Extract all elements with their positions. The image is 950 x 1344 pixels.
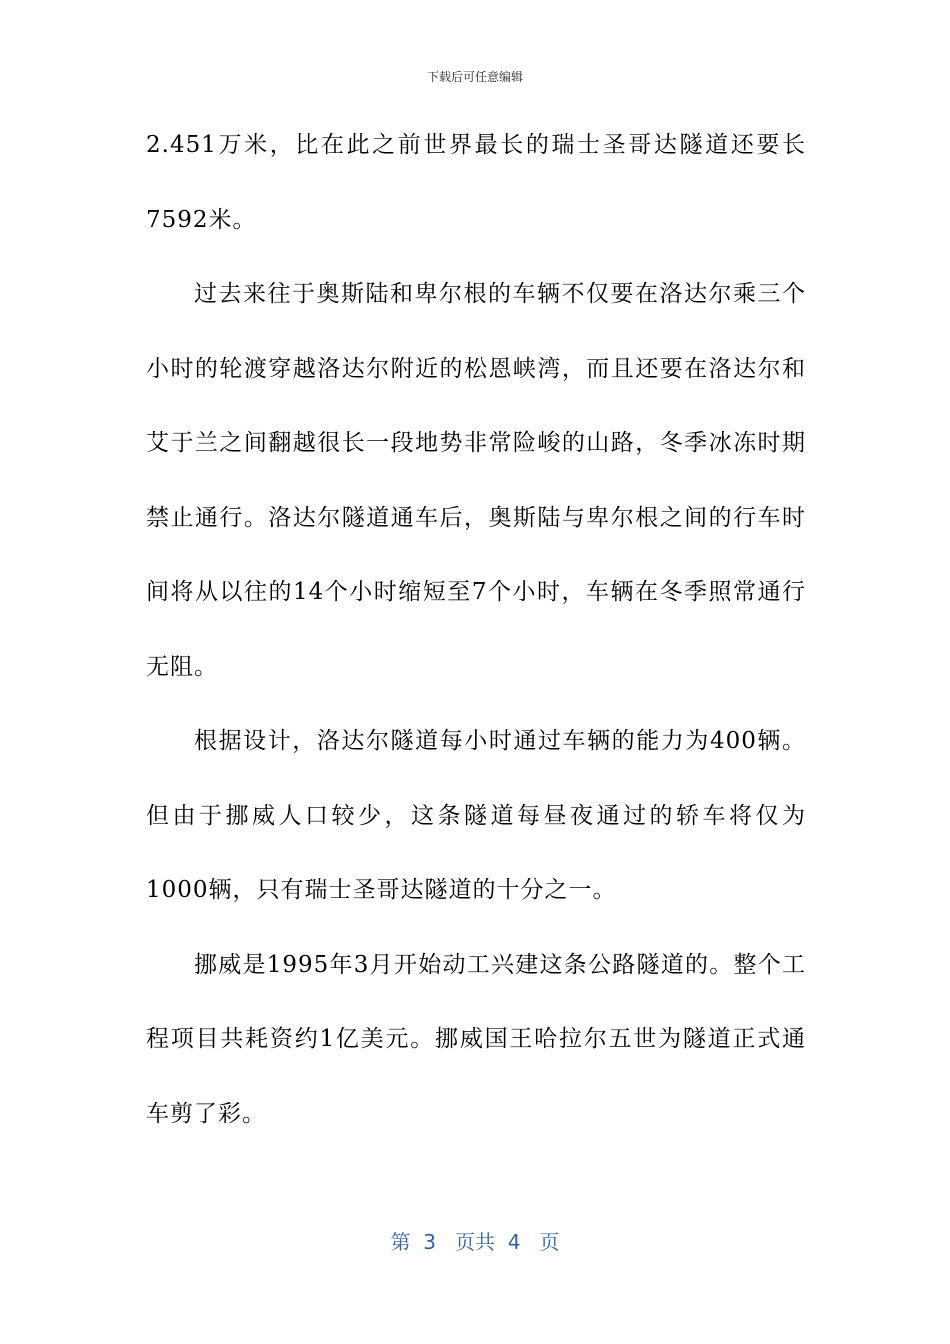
paragraph-capacity: 根据设计，洛达尔隧道每小时通过车辆的能力为400辆。但由于挪威人口较少，这条隧道每昼夜通过的轿车将仅为1000辆，只有瑞士圣哥达隧道的十分之一。 [146, 728, 806, 903]
paragraph-continuation: 2.451万米，比在此之前世界最长的瑞士圣哥达隧道还要长7592米。 [146, 132, 806, 233]
paragraph-ferry: 过去来往于奥斯陆和卑尔根的车辆不仅要在洛达尔乘三个小时的轮渡穿越洛达尔附近的松恩峡湾，而且还要在洛达尔和艾于兰之间翻越很长一段地势非常险峻的山路，冬季冰冻时期禁止通行。洛达尔隧道通车后，奥斯陆与卑尔根之间的行车时间将从以往的14个小时缩短至7个小时，车辆在冬季照常通行无阻。 [146, 281, 806, 680]
document-body [146, 108, 806, 1151]
paragraph-construction: 挪威是1995年3月开始动工兴建这条公路隧道的。整个工程项目共耗资约1亿美元。挪威国王哈拉尔五世为隧道正式通车剪了彩。 [146, 951, 806, 1127]
page-number-footer: 第 3 页共 4 页 [390, 1230, 560, 1254]
header-note: 下载后可任意编辑 [426, 70, 523, 84]
